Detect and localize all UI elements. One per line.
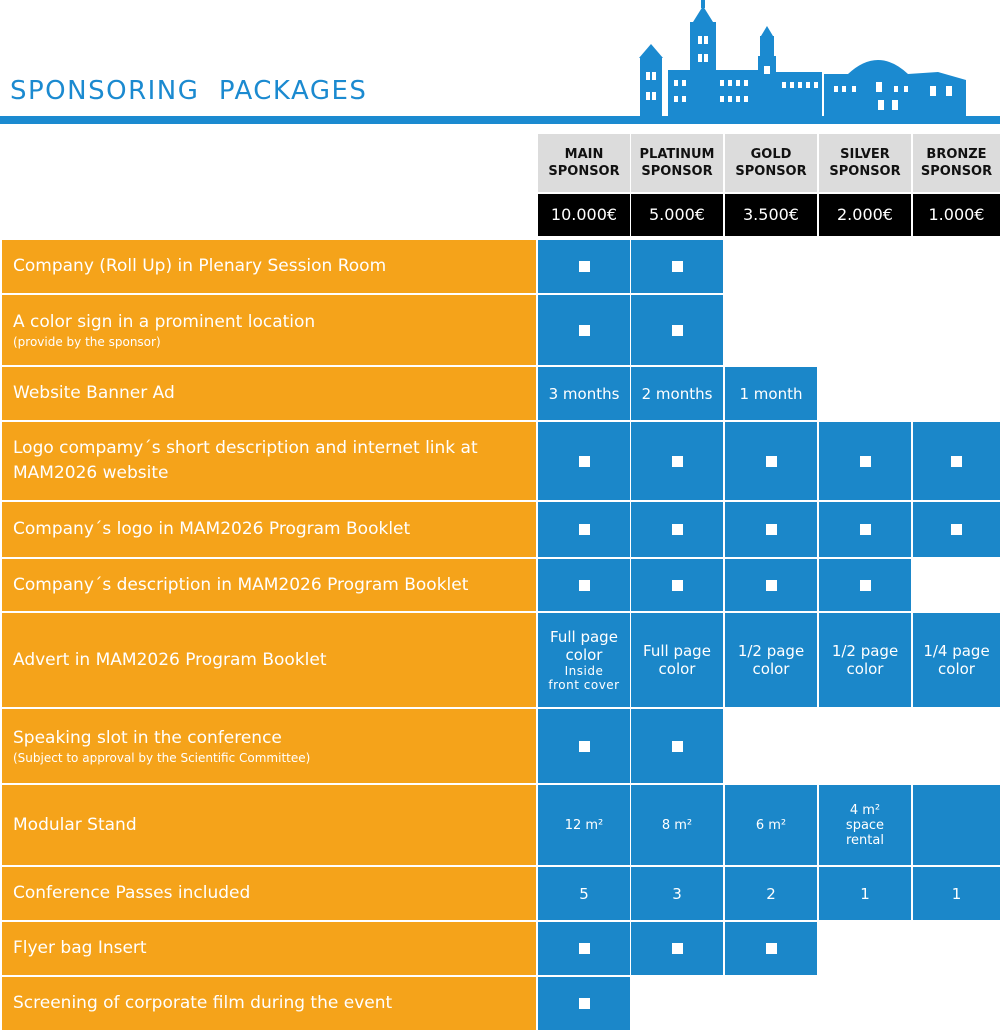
checkmark-icon	[579, 524, 590, 535]
row-label-text: Company (Roll Up) in Plenary Session Room	[13, 256, 387, 276]
cell-description-booklet-platinum	[631, 559, 723, 611]
cell-value: Full page	[550, 628, 618, 646]
checkmark-icon	[951, 456, 962, 467]
checkmark-icon	[579, 580, 590, 591]
cell-flyer-platinum	[631, 922, 723, 975]
row-label-conference-passes	[2, 867, 536, 920]
tier-price-gold: 3.500€	[725, 194, 817, 236]
checkmark-icon	[579, 998, 590, 1009]
row-label-text: MAM2026 website	[13, 463, 169, 483]
cell-value: 1	[951, 884, 962, 903]
tier-price-silver: 2.000€	[819, 194, 911, 236]
tier-header-platinum	[631, 134, 723, 192]
cell-logo-booklet-bronze	[913, 502, 1000, 557]
cell-value: color	[938, 660, 975, 678]
cell-logo-link-bronze	[913, 422, 1000, 500]
tier-header-line: SPONSOR	[641, 164, 713, 179]
cell-banner-platinum	[631, 367, 723, 420]
tier-header-line: PLATINUM	[639, 147, 715, 162]
cell-advert-silver	[819, 613, 911, 707]
row-label-logo-description-link	[2, 422, 536, 500]
row-label-note: (provide by the sponsor)	[13, 335, 161, 349]
checkmark-icon	[579, 325, 590, 336]
cell-value: color	[752, 660, 790, 678]
cell-value: 2	[766, 884, 776, 903]
cell-value: color	[565, 646, 603, 664]
checkmark-icon	[579, 741, 590, 752]
cell-speaking-platinum	[631, 709, 723, 783]
cell-logo-booklet-main	[538, 502, 630, 557]
tier-header-line: SILVER	[840, 147, 890, 162]
cell-value: Full page	[643, 642, 711, 660]
row-label-text: Modular Stand	[13, 814, 137, 835]
tier-price-platinum: 5.000€	[631, 194, 723, 236]
cell-banner-main	[538, 367, 630, 420]
row-label-text: Speaking slot in the conference	[13, 728, 282, 748]
cell-value: 1/4 page	[923, 642, 990, 660]
cell-value: 1/2 page	[737, 642, 805, 660]
row-label-corporate-film	[2, 977, 536, 1030]
cell-value: 6 m²	[755, 817, 787, 833]
tier-header-silver	[819, 134, 911, 192]
cell-passes-gold	[725, 867, 817, 920]
checkmark-icon	[766, 580, 777, 591]
cell-note: front cover	[548, 678, 620, 692]
checkmark-icon	[860, 456, 871, 467]
cell-logo-link-gold	[725, 422, 817, 500]
row-label-text: Screening of corporate film during the event	[13, 993, 393, 1013]
tier-price-bronze: 1.000€	[913, 194, 1000, 236]
cell-stand-platinum	[631, 785, 723, 865]
checkmark-icon	[672, 524, 683, 535]
checkmark-icon	[672, 261, 683, 272]
cell-advert-platinum	[631, 613, 723, 707]
row-label-logo-booklet	[2, 502, 536, 557]
checkmark-icon	[579, 943, 590, 954]
row-label-color-sign	[2, 295, 536, 365]
cell-description-booklet-main	[538, 559, 630, 611]
checkmark-icon	[672, 456, 683, 467]
cell-stand-gold	[725, 785, 817, 865]
cell-value: rental	[846, 832, 884, 848]
row-label-text: Company´s logo in MAM2026 Program Booklet	[13, 519, 411, 539]
tier-header-line: BRONZE	[926, 147, 987, 162]
tier-header-line: SPONSOR	[829, 164, 901, 179]
cell-passes-main	[538, 867, 630, 920]
row-label-text: Flyer bag Insert	[13, 938, 147, 958]
cell-value: 8 m²	[661, 817, 693, 833]
cell-banner-gold	[725, 367, 817, 420]
checkmark-icon	[579, 456, 590, 467]
cell-stand-main	[538, 785, 630, 865]
row-label-text: A color sign in a prominent location	[13, 312, 316, 332]
tier-header-line: GOLD	[750, 147, 792, 162]
cell-passes-platinum	[631, 867, 723, 920]
row-label-advert-booklet	[2, 613, 536, 707]
row-label-note: (Subject to approval by the Scientific Committee)	[13, 751, 311, 765]
cell-value: 1	[860, 884, 870, 903]
tier-header-line: SPONSOR	[548, 164, 620, 179]
city-skyline-image	[638, 0, 968, 118]
cell-roll-up-platinum	[631, 240, 723, 293]
row-label-text: Company´s description in MAM2026 Program Booklet	[13, 574, 469, 595]
cell-passes-bronze	[913, 867, 1000, 920]
cell-note: Inside	[564, 664, 604, 678]
cell-description-booklet-silver	[819, 559, 911, 611]
checkmark-icon	[951, 524, 962, 535]
tier-header-gold	[725, 134, 817, 192]
cell-advert-bronze	[913, 613, 1000, 707]
checkmark-icon	[672, 943, 683, 954]
cell-value: color	[846, 660, 884, 678]
row-label-text: Logo compamy´s short description and internet link at	[13, 438, 478, 458]
cell-value: 12 m²	[564, 817, 604, 833]
tier-header-bronze	[913, 134, 1000, 192]
row-label-text: Advert in MAM2026 Program Booklet	[13, 649, 327, 670]
checkmark-icon	[579, 261, 590, 272]
checkmark-icon	[672, 580, 683, 591]
cell-logo-booklet-platinum	[631, 502, 723, 557]
row-label-roll-up	[2, 240, 536, 293]
cell-color-sign-main	[538, 295, 630, 365]
cell-advert-main	[538, 613, 630, 707]
cell-description-booklet-gold	[725, 559, 817, 611]
cell-value: 3	[672, 884, 682, 903]
row-label-website-banner	[2, 367, 536, 420]
checkmark-icon	[766, 943, 777, 954]
cell-value: 5	[579, 884, 589, 903]
page-title: SPONSORING PACKAGES	[10, 76, 368, 106]
cell-value: color	[658, 660, 696, 678]
cell-stand-bronze	[913, 785, 1000, 865]
cell-logo-link-silver	[819, 422, 911, 500]
checkmark-icon	[860, 580, 871, 591]
cell-value: 1/2 page	[831, 642, 899, 660]
cell-passes-silver	[819, 867, 911, 920]
cell-stand-silver	[819, 785, 911, 865]
row-label-text: Website Banner Ad	[13, 383, 175, 403]
cell-color-sign-platinum	[631, 295, 723, 365]
cell-film-main	[538, 977, 630, 1030]
row-label-description-booklet	[2, 559, 536, 611]
tier-header-line: SPONSOR	[920, 164, 993, 179]
cell-value: 1 month	[739, 384, 803, 403]
checkmark-icon	[766, 456, 777, 467]
cell-logo-booklet-gold	[725, 502, 817, 557]
cell-value: 2 months	[641, 384, 713, 403]
tier-header-main	[538, 134, 630, 192]
checkmark-icon	[860, 524, 871, 535]
tier-header-line: SPONSOR	[735, 164, 807, 179]
cell-flyer-main	[538, 922, 630, 975]
checkmark-icon	[672, 325, 683, 336]
cell-value: 4 m²	[849, 802, 881, 818]
tier-price-main: 10.000€	[538, 194, 630, 236]
cell-value: 3 months	[548, 384, 620, 403]
cell-value: space	[845, 817, 885, 833]
row-label-modular-stand	[2, 785, 536, 865]
cell-logo-link-main	[538, 422, 630, 500]
cell-logo-booklet-silver	[819, 502, 911, 557]
checkmark-icon	[766, 524, 777, 535]
cell-flyer-gold	[725, 922, 817, 975]
row-label-flyer-bag	[2, 922, 536, 975]
checkmark-icon	[672, 741, 683, 752]
cell-speaking-main	[538, 709, 630, 783]
row-label-speaking-slot	[2, 709, 536, 783]
row-label-text: Conference Passes included	[13, 883, 251, 903]
cell-advert-gold	[725, 613, 817, 707]
cell-logo-link-platinum	[631, 422, 723, 500]
cell-roll-up-main	[538, 240, 630, 293]
tier-header-line: MAIN	[564, 147, 604, 162]
